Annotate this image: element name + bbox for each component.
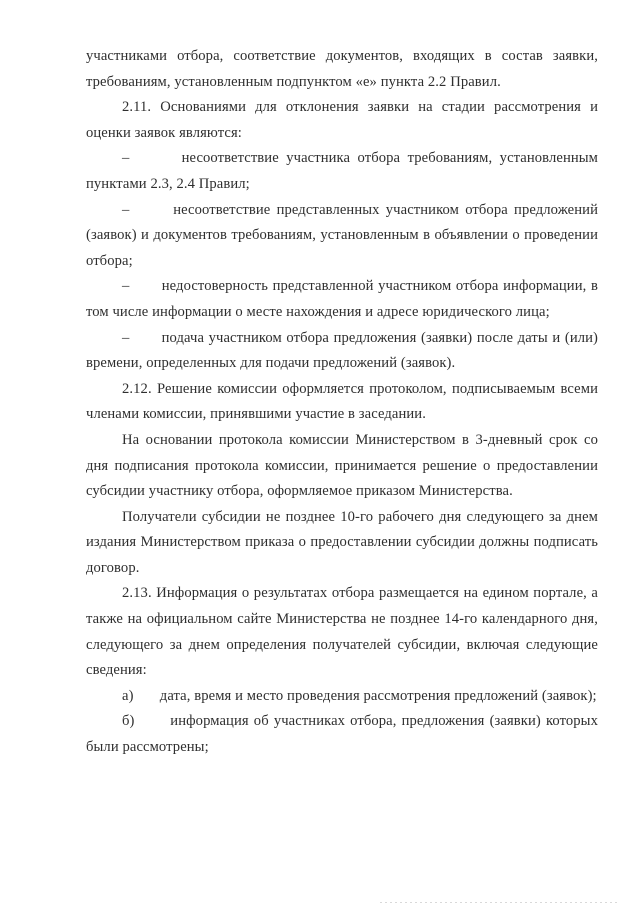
list-text: несоответствие представленных участником отбора предложений (заявок) и документов требованиям, установленным в объявлении о проведении отбора; [86,201,598,269]
list-marker: – [122,150,130,167]
list-marker: – [122,201,130,218]
list-item-info-a [86,684,598,710]
list-marker: б) [122,713,135,730]
list-text: недостоверность представленной участником отбора информации, в том числе информации о месте нахождения и адресе юридического лица; [86,278,598,320]
list-item-rejection-1 [86,146,598,197]
list-marker: – [122,278,130,295]
paragraph-protocol: На основании протокола комиссии Министерством в 3-дневный срок со дня подписания протокола комиссии, принимается решение о предоставлении субсидии участнику отбора, оформляемое приказом Министерства. [86,431,598,500]
document-page [86,44,598,761]
list-item-rejection-2 [86,198,598,275]
list-text: информация об участниках отбора, предложения (заявки) которых были рассмотрены; [86,713,598,756]
paragraph-2-11: 2.11. Основаниями для отклонения заявки на стадии рассмотрения и оценки заявок являются: [86,99,598,141]
paragraph-2-13: 2.13. Информация о результатах отбора размещается на едином портале, а также на официальном сайте Министерства не позднее 14-го календарного дня, следующего за днем определения получателей субсидии, включая следующие сведения: [86,585,598,679]
paragraph-2-12: 2.12. Решение комиссии оформляется протоколом, подписываемым всеми членами комиссии, принявшими участие в заседании. [86,380,598,423]
list-marker: а) [122,687,134,704]
paragraph-recipients: Получатели субсидии не позднее 10-го рабочего дня следующего за днем издания Министерством приказа о предоставлении субсидии должны подписать договор. [86,508,598,576]
list-marker: – [122,329,130,346]
list-text: подача участником отбора предложения (заявки) после даты и (или) времени, определенных для подачи предложений (заявок). [86,329,599,372]
list-item-info-b [86,709,598,760]
list-text: несоответствие участника отбора требованиям, установленным пунктами 2.3, 2.4 Правил; [86,150,599,192]
list-item-rejection-3 [86,274,598,325]
scan-artifact-line [380,902,620,903]
list-text: дата, время и место проведения рассмотрения предложений (заявок); [159,687,597,704]
list-item-rejection-4 [86,326,598,377]
paragraph-continuation: участниками отбора, соответствие документов, входящих в состав заявки, требованиям, установленным подпунктом «е» пункта 2.2 Правил. [86,48,598,90]
